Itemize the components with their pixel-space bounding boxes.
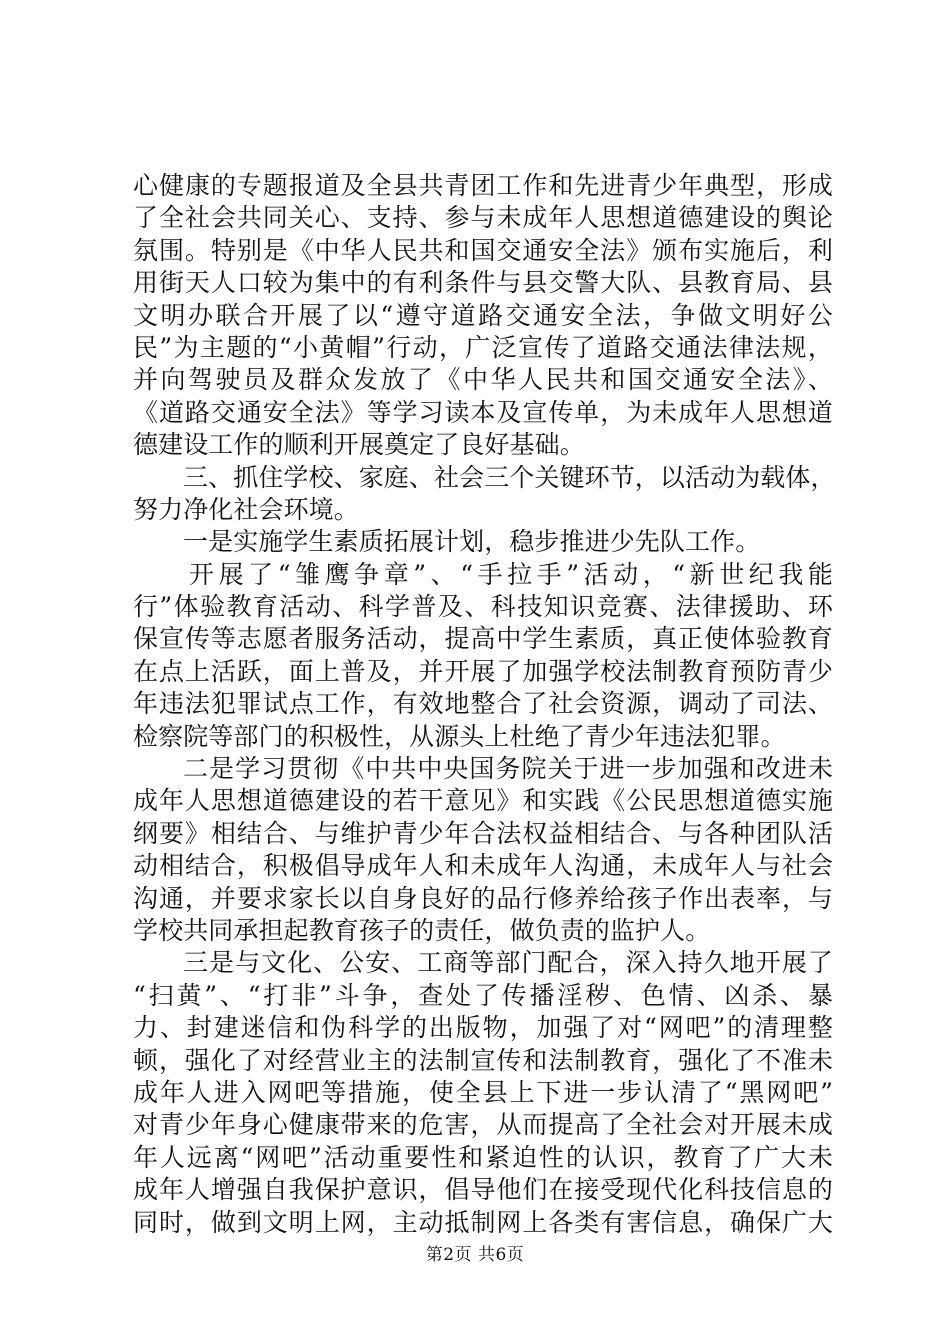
text-line: 心健康的专题报道及全县共青团工作和先进青少年典型，形成 (133, 171, 833, 200)
text-line: 成年人进入网吧等措施，使全县上下进一步认清了“黑网吧” (133, 1077, 833, 1107)
text-line: 行”体验教育活动、科学普及、科技知识竞赛、法律援助、环 (133, 592, 833, 622)
section-heading-line: 努力净化社会环境。 (133, 494, 359, 524)
text-line: 开展了“雏鹰争章”、“手拉手”活动，“新世纪我能 (189, 559, 833, 589)
text-line: 动相结合，积极倡导成年人和未成年人沟通，未成年人与社会 (133, 851, 833, 881)
text-line: 成年人思想道德建设的若干意见》和实践《公民思想道德实施 (133, 786, 833, 816)
page-number-footer: 第2页 共6页 (425, 1245, 525, 1265)
text-line: 沟通，并要求家长以自身良好的品行修养给孩子作出表率，与 (133, 883, 833, 913)
text-line: 民”为主题的“小黄帽”行动，广泛宣传了道路交通法律法规， (133, 332, 833, 362)
text-line: “扫黄”、“打非”斗争，查处了传播淫秽、色情、凶杀、暴 (133, 980, 833, 1010)
text-line: 了全社会共同关心、支持、参与未成年人思想道德建设的舆论 (133, 203, 833, 233)
section-heading-line: 三、抓住学校、家庭、社会三个关键环节，以活动为载体， (183, 462, 836, 492)
text-line: 保宣传等志愿者服务活动，提高中学生素质，真正使体验教育 (133, 624, 833, 654)
text-line: 纲要》相结合、与维护青少年合法权益相结合、与各种团队活 (133, 818, 833, 848)
text-line: 三是与文化、公安、工商等部门配合，深入持久地开展了 (183, 948, 833, 978)
text-line: 对青少年身心健康带来的危害，从而提高了全社会对开展未成 (133, 1110, 833, 1140)
text-line: 成年人增强自我保护意识，倡导他们在接受现代化科技信息的 (133, 1175, 833, 1205)
text-line: 德建设工作的顺利开展奠定了良好基础。 (133, 430, 585, 460)
text-line: 《道路交通安全法》等学习读本及宣传单，为未成年人思想道 (133, 397, 833, 427)
text-line: 力、封建迷信和伪科学的出版物，加强了对“网吧”的清理整 (133, 1013, 833, 1043)
text-line: 并向驾驶员及群众发放了《中华人民共和国交通安全法》、 (133, 365, 833, 395)
text-line: 氛围。特别是《中华人民共和国交通安全法》颁布实施后，利 (133, 235, 833, 265)
text-line: 在点上活跃，面上普及，并开展了加强学校法制教育预防青少 (133, 656, 833, 686)
text-line: 年人远离“网吧”活动重要性和紧迫性的认识，教育了广大未 (133, 1142, 833, 1172)
text-line: 年违法犯罪试点工作，有效地整合了社会资源，调动了司法、 (133, 689, 833, 719)
text-line: 用街天人口较为集中的有利条件与县交警大队、县教育局、县 (133, 268, 833, 298)
text-line: 同时，做到文明上网，主动抵制网上各类有害信息，确保广大 (133, 1207, 833, 1237)
text-line: 学校共同承担起教育孩子的责任，做负责的监护人。 (133, 915, 711, 945)
text-line: 文明办联合开展了以“遵守道路交通安全法，争做文明好公 (133, 300, 833, 330)
document-body (133, 170, 836, 1239)
text-line: 顿，强化了对经营业主的法制宣传和法制教育，强化了不准未 (133, 1045, 833, 1075)
text-line: 检察院等部门的积极性，从源头上杜绝了青少年违法犯罪。 (133, 721, 786, 751)
text-line: 二是学习贯彻《中共中央国务院关于进一步加强和改进未 (183, 754, 833, 784)
subheading-line: 一是实施学生素质拓展计划，稳步推进少先队工作。 (183, 527, 761, 557)
